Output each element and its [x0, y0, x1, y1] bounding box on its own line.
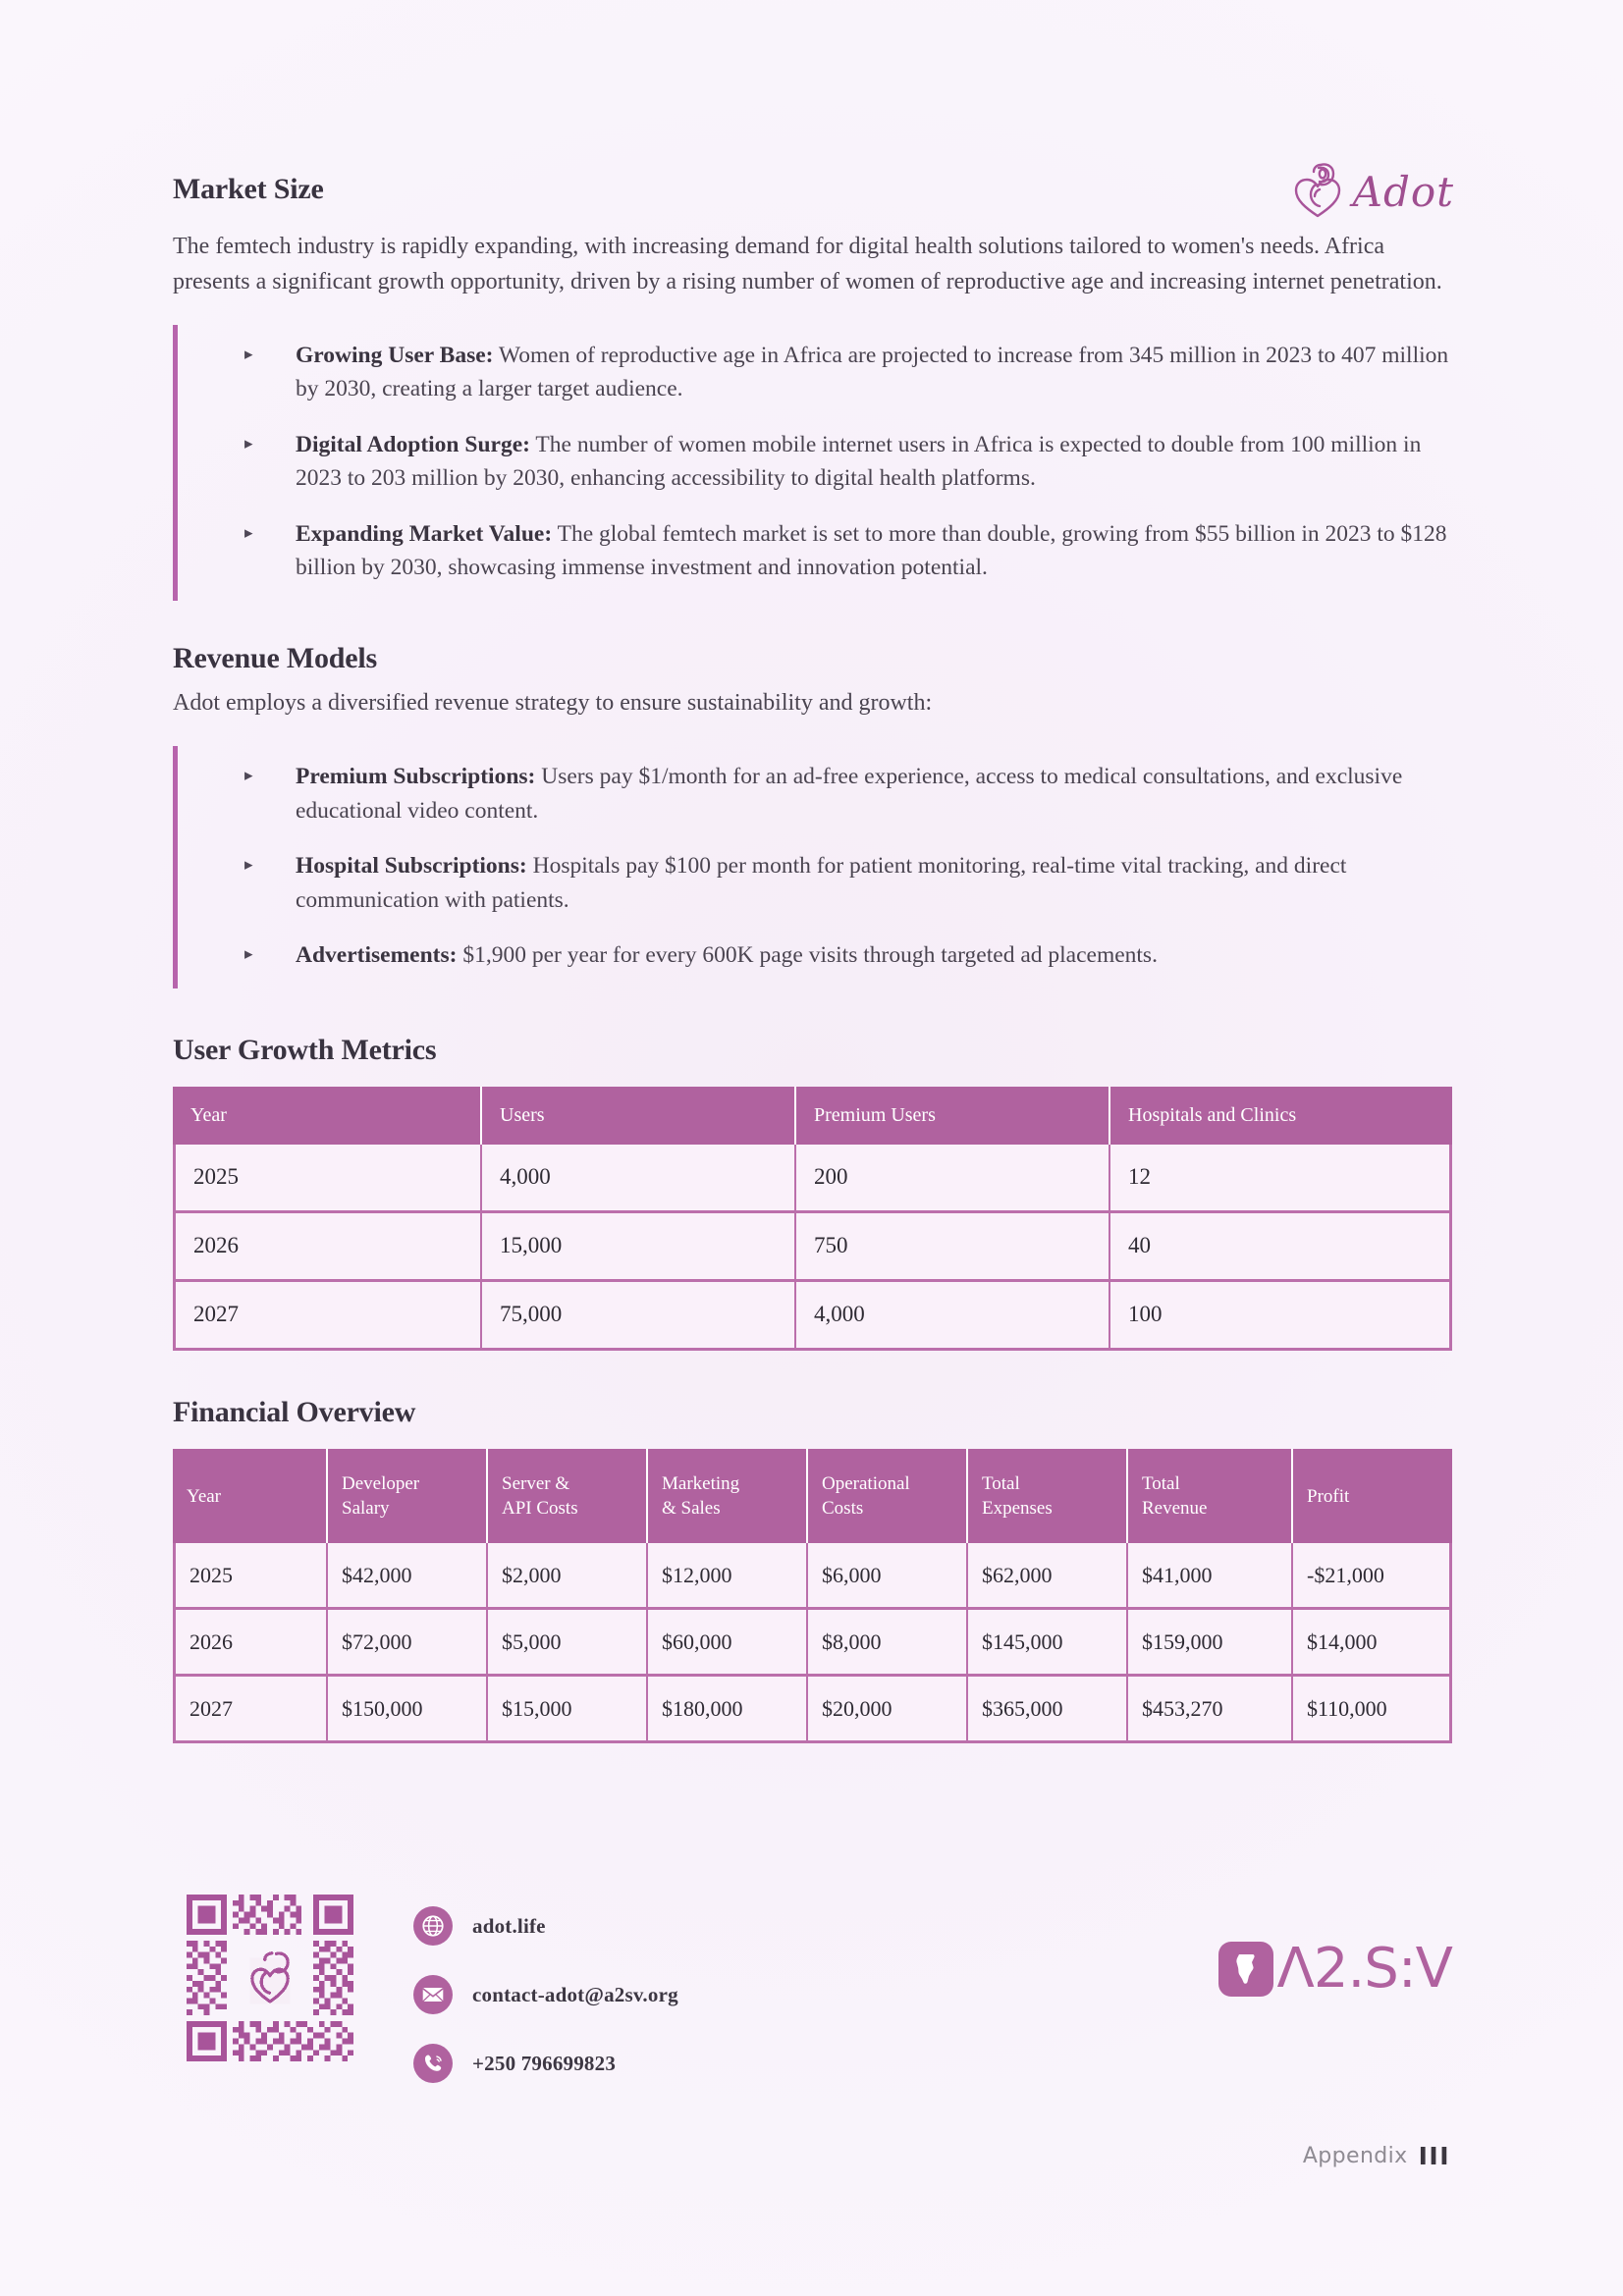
- triangle-bullet-icon: ▸: [244, 766, 253, 785]
- table-cell: $12,000: [648, 1543, 808, 1610]
- table-cell: $365,000: [968, 1677, 1128, 1743]
- column-header-line2: Expenses: [982, 1498, 1053, 1520]
- column-header-line1: Total: [1142, 1473, 1180, 1495]
- triangle-bullet-icon: ▸: [244, 433, 253, 453]
- table-cell: 75,000: [482, 1282, 796, 1351]
- column-header: Hospitals and Clinics: [1110, 1087, 1452, 1144]
- table-cell: $15,000: [488, 1677, 648, 1743]
- financial-overview-table: [173, 1449, 1452, 1743]
- column-header-line1: Operational: [822, 1473, 910, 1495]
- column-header-line2: Revenue: [1142, 1498, 1208, 1520]
- table-cell: 2026: [173, 1213, 482, 1282]
- page-marker: [1303, 2142, 1450, 2170]
- column-header: Users: [482, 1087, 796, 1144]
- user-growth-table: [173, 1087, 1452, 1350]
- table-cell: 2025: [173, 1145, 482, 1213]
- column-header-line1: Year: [187, 1485, 222, 1507]
- table-cell: $180,000: [648, 1677, 808, 1743]
- column-header: [173, 1449, 328, 1543]
- column-header: [968, 1449, 1128, 1543]
- list-item: [244, 339, 1454, 406]
- table-cell: $2,000: [488, 1543, 648, 1610]
- column-header-line1: Total: [982, 1473, 1020, 1495]
- mother-and-child-icon: [1290, 159, 1345, 225]
- email-text: contact-adot@a2sv.org: [472, 1982, 678, 2006]
- table-cell: 4,000: [482, 1145, 796, 1213]
- list-item-label: Hospital Subscriptions:: [296, 853, 527, 880]
- contact-phone[interactable]: [413, 2044, 678, 2083]
- list-item-label: Expanding Market Value:: [296, 520, 553, 547]
- column-header-line2: Salary: [342, 1498, 390, 1520]
- column-header: [808, 1449, 968, 1543]
- table-header-row: [173, 1449, 1452, 1543]
- table-row: [173, 1282, 1452, 1351]
- column-header-line2: API Costs: [502, 1498, 578, 1520]
- table-cell: 2027: [173, 1282, 482, 1351]
- list-item-text: The number of women mobile internet users in Africa is expected to double from 100 million in 2023 to 203 million by 2030, enhancing accessibility to digital health platforms.: [296, 431, 1422, 492]
- triangle-bullet-icon: ▸: [244, 944, 253, 964]
- table-row: [173, 1213, 1452, 1282]
- table-cell: 4,000: [796, 1282, 1110, 1351]
- website-text: adot.life: [472, 1913, 546, 1938]
- table-cell: $60,000: [648, 1610, 808, 1677]
- adot-wordmark: Adot: [1352, 168, 1454, 216]
- column-header: Premium Users: [796, 1087, 1110, 1144]
- contact-list: [413, 1906, 678, 2083]
- table-cell: $110,000: [1293, 1677, 1452, 1743]
- qr-code: [187, 1895, 353, 2061]
- table-cell: 2025: [173, 1543, 328, 1610]
- list-item-text: Women of reproductive age in Africa are projected to increase from 345 million in 2023 to 407 million by 2030, creating a larger target audience.: [296, 342, 1449, 402]
- table-cell: $453,270: [1128, 1677, 1293, 1743]
- market-size-intro: The femtech industry is rapidly expanding, with increasing demand for digital health solutions tailored to women's needs. Africa presents a significant growth opportunity, driven by a rising number of women of reproductive age and increasing internet penetration.: [173, 233, 1442, 294]
- table-cell: $72,000: [328, 1610, 488, 1677]
- list-item-text: Users pay $1/month for an ad-free experience, access to medical consultations, and exclusive educational video content.: [296, 764, 1403, 824]
- table-cell: -$21,000: [1293, 1543, 1452, 1610]
- market-size-title: Market Size: [173, 173, 324, 205]
- africa-map-icon: [1218, 1942, 1273, 1997]
- revenue-models-intro: Adot employs a diversified revenue strategy to ensure sustainability and growth:: [173, 690, 933, 717]
- contact-website[interactable]: [413, 1906, 678, 1946]
- table-cell: 12: [1110, 1145, 1452, 1213]
- financial-overview-table-wrap: [173, 1449, 1454, 1743]
- list-item: [244, 760, 1454, 828]
- a2sv-logo: [1218, 1937, 1452, 2001]
- list-item: [244, 938, 1454, 973]
- table-cell: $145,000: [968, 1610, 1128, 1677]
- table-cell: $62,000: [968, 1543, 1128, 1610]
- list-item-text: The global femtech market is set to more than double, growing from $55 billion in 2023 to $128 billion by 2030, showcasing immense investment and innovation potential.: [296, 520, 1447, 581]
- market-size-bullets: [173, 325, 1454, 601]
- list-item-label: Advertisements:: [296, 942, 458, 969]
- phone-text: +250 796699823: [472, 2051, 617, 2075]
- list-item: [244, 517, 1454, 585]
- table-cell: $20,000: [808, 1677, 968, 1743]
- column-header-line1: Developer: [342, 1473, 420, 1495]
- column-header-line1: Server &: [502, 1473, 570, 1495]
- page-marker-number: III: [1418, 2142, 1450, 2170]
- table-header-row: [173, 1087, 1452, 1144]
- triangle-bullet-icon: ▸: [244, 344, 253, 363]
- table-cell: $5,000: [488, 1610, 648, 1677]
- column-header: [328, 1449, 488, 1543]
- table-cell: 750: [796, 1213, 1110, 1282]
- column-header: [1128, 1449, 1293, 1543]
- page-marker-label: Appendix: [1302, 2144, 1408, 2168]
- financial-overview-title: Financial Overview: [173, 1395, 416, 1428]
- column-header-line2: Costs: [822, 1498, 864, 1520]
- table-cell: $14,000: [1293, 1610, 1452, 1677]
- table-row: [173, 1543, 1452, 1610]
- column-header-line1: Marketing: [662, 1473, 740, 1495]
- triangle-bullet-icon: ▸: [244, 522, 253, 542]
- table-row: [173, 1677, 1452, 1743]
- user-growth-title: User Growth Metrics: [173, 1033, 437, 1066]
- table-cell: $150,000: [328, 1677, 488, 1743]
- column-header: [1293, 1449, 1452, 1543]
- table-cell: 2027: [173, 1677, 328, 1743]
- table-cell: 15,000: [482, 1213, 796, 1282]
- list-item-text: $1,900 per year for every 600K page visits through targeted ad placements.: [457, 942, 1158, 969]
- column-header-line1: Profit: [1307, 1485, 1350, 1507]
- column-header: Year: [173, 1087, 482, 1144]
- table-cell: $41,000: [1128, 1543, 1293, 1610]
- table-row: [173, 1145, 1452, 1213]
- list-item: [244, 849, 1454, 917]
- list-item-text: Hospitals pay $100 per month for patient monitoring, real-time vital tracking, and direct communication with patients.: [296, 853, 1347, 913]
- list-item-label: Digital Adoption Surge:: [296, 431, 530, 457]
- table-cell: $159,000: [1128, 1610, 1293, 1677]
- table-row: [173, 1610, 1452, 1677]
- table-cell: $42,000: [328, 1543, 488, 1610]
- list-item-label: Premium Subscriptions:: [296, 764, 536, 790]
- column-header: [648, 1449, 808, 1543]
- globe-icon: [413, 1906, 453, 1946]
- envelope-icon: [413, 1975, 453, 2014]
- table-cell: $8,000: [808, 1610, 968, 1677]
- page-footer: [173, 1895, 1454, 2130]
- contact-email[interactable]: [413, 1975, 678, 2014]
- list-item-label: Growing User Base:: [296, 342, 494, 368]
- column-header: [488, 1449, 648, 1543]
- list-item: [244, 428, 1454, 496]
- a2sv-wordmark: Λ2.S:V: [1276, 1937, 1452, 2001]
- table-cell: $6,000: [808, 1543, 968, 1610]
- table-cell: 40: [1110, 1213, 1452, 1282]
- adot-logo: [1290, 159, 1454, 225]
- table-cell: 2026: [173, 1610, 328, 1677]
- triangle-bullet-icon: ▸: [244, 855, 253, 875]
- document-content: [173, 168, 1454, 1743]
- user-growth-table-wrap: [173, 1087, 1454, 1350]
- column-header-line2: & Sales: [662, 1498, 721, 1520]
- revenue-models-title: Revenue Models: [173, 641, 378, 674]
- table-cell: 200: [796, 1145, 1110, 1213]
- revenue-models-bullets: [173, 746, 1454, 988]
- phone-icon: [413, 2044, 453, 2083]
- table-cell: 100: [1110, 1282, 1452, 1351]
